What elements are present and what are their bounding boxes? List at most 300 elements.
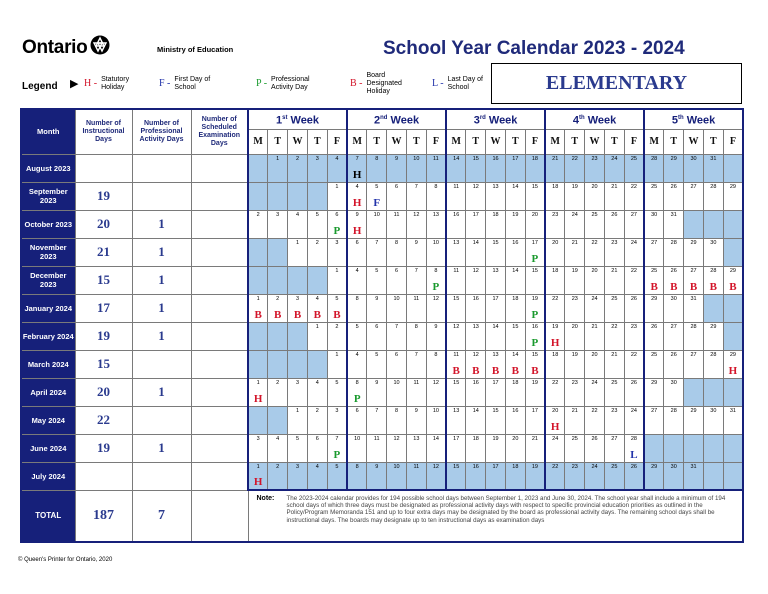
day-number: 30: [670, 463, 677, 470]
day-cell: [604, 210, 624, 238]
month-row: [21, 154, 743, 182]
week-header-3: 3rd Week: [446, 109, 545, 129]
day-cell: [545, 154, 565, 182]
day-number: 4: [355, 183, 359, 190]
day-number: 6: [355, 239, 359, 246]
exam-days: [191, 462, 248, 490]
day-number: 17: [531, 239, 538, 246]
day-cell: [624, 378, 644, 406]
day-number: 3: [295, 295, 300, 302]
day-cell: [604, 434, 624, 462]
day-number: 16: [512, 407, 519, 414]
weekday-header: T: [466, 129, 486, 154]
day-code: B: [293, 308, 302, 321]
day-number: 3: [335, 407, 339, 414]
day-number: 18: [512, 463, 519, 470]
day-number: 27: [651, 407, 658, 414]
day-cell: [604, 266, 624, 294]
day-cell: [545, 182, 565, 210]
day-number: 10: [432, 239, 439, 246]
day-number: 31: [670, 211, 677, 218]
instructional-days: [75, 462, 132, 490]
weekday-header: W: [486, 129, 506, 154]
day-number: 13: [453, 239, 460, 246]
day-number: 8: [414, 323, 418, 330]
day-cell: [684, 322, 704, 350]
day-cell: [387, 294, 407, 322]
day-cell: [466, 266, 486, 294]
day-number: [249, 267, 267, 268]
day-cell: [327, 350, 347, 378]
day-cell: [446, 154, 466, 182]
day-number: 5: [295, 435, 300, 442]
day-number: 17: [492, 463, 499, 470]
weekday-header: W: [585, 129, 605, 154]
legend-item-last-day: [432, 76, 486, 92]
day-number: 15: [453, 379, 460, 386]
day-number: 12: [472, 267, 479, 274]
day-number: [724, 295, 742, 296]
day-cell: [406, 210, 426, 238]
day-cell: [703, 350, 723, 378]
day-number: 31: [690, 295, 697, 302]
day-cell: [248, 182, 268, 210]
day-cell: [505, 378, 525, 406]
day-number: 19: [552, 323, 559, 330]
day-number: 20: [531, 211, 538, 218]
day-code: L: [630, 448, 638, 461]
day-number: [704, 379, 723, 380]
day-number: [724, 239, 742, 240]
day-cell: [347, 210, 367, 238]
day-number: 16: [512, 239, 519, 246]
legend-item-board-holiday: [350, 72, 409, 96]
day-cell: [387, 154, 407, 182]
day-number: 18: [492, 211, 499, 218]
day-code: B: [670, 280, 678, 293]
day-number: 12: [432, 379, 439, 386]
day-number: [268, 183, 287, 184]
day-cell: [664, 266, 684, 294]
day-number: 3: [256, 435, 260, 442]
day-cell: [327, 322, 347, 350]
day-cell: [466, 182, 486, 210]
day-cell: [486, 462, 506, 490]
day-number: 14: [512, 183, 519, 190]
day-cell: [288, 294, 308, 322]
day-cell: [486, 406, 506, 434]
instructional-days: 19: [75, 434, 132, 462]
day-number: 25: [651, 267, 658, 274]
day-cell: [684, 238, 704, 266]
day-cell: [248, 350, 268, 378]
day-number: 10: [373, 211, 380, 218]
day-cell: [565, 350, 585, 378]
day-number: 2: [315, 407, 319, 414]
day-cell: [288, 406, 308, 434]
day-cell: [703, 294, 723, 322]
day-number: [724, 155, 742, 156]
pa-days: [132, 406, 191, 434]
day-number: 7: [414, 351, 418, 358]
day-code: B: [313, 308, 321, 321]
day-cell: [565, 378, 585, 406]
day-cell: [486, 378, 506, 406]
day-cell: [585, 406, 605, 434]
day-cell: [248, 294, 268, 322]
day-number: 21: [611, 183, 618, 190]
day-cell: [347, 266, 367, 294]
day-cell: [664, 154, 684, 182]
day-number: 11: [453, 351, 460, 358]
day-code: B: [472, 364, 480, 377]
day-cell: [585, 238, 605, 266]
day-cell: [505, 238, 525, 266]
day-cell: [644, 406, 664, 434]
day-cell: [723, 322, 743, 350]
day-number: 8: [434, 183, 438, 190]
day-number: 30: [670, 379, 677, 386]
day-cell: [387, 182, 407, 210]
day-cell: [644, 434, 664, 462]
day-cell: [347, 378, 367, 406]
day-number: 2: [276, 463, 280, 470]
day-number: 2: [295, 155, 300, 162]
note-label: Note:: [256, 495, 275, 502]
day-number: 24: [591, 295, 598, 302]
day-cell: [466, 378, 486, 406]
day-cell: [347, 322, 367, 350]
day-code: B: [333, 308, 341, 321]
day-number: 3: [276, 211, 280, 218]
month-row: [21, 462, 743, 490]
day-cell: [248, 154, 268, 182]
day-number: 15: [512, 323, 519, 330]
day-number: 24: [591, 379, 598, 386]
day-cell: [307, 266, 327, 294]
day-cell: [327, 406, 347, 434]
month-label: September 2023: [21, 182, 75, 210]
day-code: P: [333, 224, 341, 237]
day-number: [724, 435, 742, 436]
pa-days: 1: [132, 434, 191, 462]
day-cell: [723, 154, 743, 182]
day-cell: [644, 462, 664, 490]
day-number: 25: [651, 351, 658, 358]
day-cell: [505, 266, 525, 294]
pa-days: 1: [132, 238, 191, 266]
day-cell: [664, 406, 684, 434]
day-cell: [248, 238, 268, 266]
day-cell: [248, 406, 268, 434]
day-cell: [525, 266, 545, 294]
day-cell: [525, 154, 545, 182]
day-number: 29: [710, 323, 717, 330]
day-number: 8: [434, 351, 438, 358]
day-cell: [604, 238, 624, 266]
copyright: © Queen's Printer for Ontario, 2020: [18, 557, 113, 563]
day-cell: [268, 406, 288, 434]
total-pa-days: 7: [132, 490, 191, 542]
day-cell: [446, 378, 466, 406]
day-number: 7: [355, 155, 359, 162]
day-code: H: [352, 224, 362, 237]
weekday-header: T: [268, 129, 288, 154]
day-cell: [446, 266, 466, 294]
day-number: 18: [552, 351, 559, 358]
day-number: 1: [335, 267, 339, 274]
day-cell: [288, 182, 308, 210]
day-cell: [466, 350, 486, 378]
day-number: 21: [611, 351, 618, 358]
day-number: [704, 435, 723, 436]
day-cell: [387, 378, 407, 406]
day-number: 13: [432, 211, 439, 218]
day-cell: [367, 434, 387, 462]
day-number: 7: [375, 407, 379, 414]
day-cell: [545, 462, 565, 490]
day-number: [704, 211, 723, 212]
day-number: 20: [552, 239, 559, 246]
legend-label: Last Day of School: [447, 76, 483, 91]
day-number: 23: [630, 323, 637, 330]
month-label: June 2024: [21, 434, 75, 462]
day-number: 29: [729, 267, 736, 274]
day-cell: [703, 266, 723, 294]
day-number: [268, 267, 287, 268]
day-cell: [446, 462, 466, 490]
day-number: 29: [670, 155, 677, 162]
day-number: 27: [690, 183, 697, 190]
day-number: 7: [335, 435, 339, 442]
day-cell: [288, 378, 308, 406]
day-cell: [426, 154, 446, 182]
month-row: [21, 182, 743, 210]
day-cell: [525, 322, 545, 350]
exam-days: [191, 322, 248, 350]
day-cell: [446, 350, 466, 378]
day-cell: [327, 462, 347, 490]
day-cell: [703, 462, 723, 490]
weekday-header: M: [248, 129, 268, 154]
day-number: 25: [571, 435, 578, 442]
ministry-name: Ministry of Education: [157, 45, 234, 54]
instructional-days: 17: [75, 294, 132, 322]
day-cell: [624, 182, 644, 210]
day-cell: [307, 322, 327, 350]
legend-code: P -: [256, 78, 268, 89]
day-cell: [585, 378, 605, 406]
day-number: 9: [375, 379, 379, 386]
day-number: 15: [472, 155, 479, 162]
calendar-table: [20, 108, 744, 543]
day-number: 29: [729, 351, 736, 358]
day-number: 7: [395, 323, 399, 330]
column-header-exam: Number of Scheduled Examination Days: [191, 109, 248, 154]
day-cell: [426, 462, 446, 490]
day-number: 28: [670, 239, 677, 246]
day-cell: [426, 350, 446, 378]
legend-label: Board Designated Holiday: [366, 72, 402, 95]
day-number: 21: [531, 435, 538, 442]
day-number: 28: [630, 435, 637, 442]
day-cell: [684, 154, 704, 182]
day-cell: [466, 322, 486, 350]
day-number: 10: [393, 295, 400, 302]
day-cell: [466, 238, 486, 266]
legend-label: First Day of School: [174, 76, 211, 91]
day-cell: [585, 350, 605, 378]
day-number: 22: [571, 155, 578, 162]
week-header-1: 1st Week: [248, 109, 347, 129]
day-number: 26: [670, 351, 677, 358]
day-code: P: [531, 336, 539, 349]
month-row: [21, 266, 743, 294]
weekday-header: T: [307, 129, 327, 154]
day-number: 4: [355, 351, 359, 358]
day-code: P: [333, 448, 341, 461]
day-number: 3: [295, 463, 300, 470]
day-cell: [624, 434, 644, 462]
day-code: H: [550, 336, 560, 349]
day-cell: [486, 266, 506, 294]
day-number: 31: [710, 155, 717, 162]
day-cell: [545, 350, 565, 378]
day-cell: [565, 210, 585, 238]
day-number: 26: [670, 183, 677, 190]
day-number: 13: [413, 435, 420, 442]
day-number: 14: [492, 323, 499, 330]
day-number: 11: [373, 435, 380, 442]
day-cell: [664, 294, 684, 322]
day-number: 14: [432, 435, 439, 442]
day-number: 23: [611, 407, 618, 414]
day-number: 12: [432, 295, 439, 302]
day-number: 8: [434, 267, 438, 274]
day-cell: [248, 210, 268, 238]
day-cell: [486, 238, 506, 266]
day-cell: [703, 154, 723, 182]
pa-days: [132, 462, 191, 490]
day-number: 25: [591, 211, 598, 218]
note-text: The 2023-2024 calendar provides for 194 possible school days between September 1, 2023 and June 30, 2024. The school year shall include a minimum of 194 school days of which three days must be designated as professional activity days with respect to specific provincial education priorities as outlined in the Policy/Program Memoranda 151 and up to four extra days may be designated by the board as professional activity days. The remaining school days shall be instructional days. The boards may designate up to ten instructional days as examination days: [286, 495, 726, 524]
month-label: October 2023: [21, 210, 75, 238]
day-number: [249, 239, 267, 240]
day-number: [249, 323, 267, 324]
day-number: 5: [335, 295, 339, 302]
day-number: 25: [651, 183, 658, 190]
day-code: P: [432, 280, 440, 293]
day-code: H: [550, 420, 560, 433]
day-number: 18: [512, 295, 519, 302]
day-number: 28: [651, 155, 658, 162]
day-number: 18: [531, 155, 538, 162]
day-number: 28: [670, 407, 677, 414]
day-cell: [624, 210, 644, 238]
day-number: 1: [256, 463, 260, 470]
day-cell: [367, 154, 387, 182]
day-cell: [525, 406, 545, 434]
day-code: B: [511, 364, 520, 377]
day-cell: [268, 322, 288, 350]
total-exam: [191, 490, 248, 542]
ontario-logo: [22, 35, 110, 60]
day-cell: [367, 462, 387, 490]
weekday-header: T: [604, 129, 624, 154]
week-header-2: 2nd Week: [347, 109, 446, 129]
day-number: 12: [453, 323, 460, 330]
day-cell: [604, 406, 624, 434]
day-number: 28: [710, 267, 717, 274]
day-cell: [367, 238, 387, 266]
day-number: 7: [414, 183, 418, 190]
day-cell: [505, 154, 525, 182]
pa-days: [132, 154, 191, 182]
day-number: 16: [453, 211, 460, 218]
day-cell: [466, 154, 486, 182]
day-number: 21: [571, 407, 578, 414]
day-cell: [446, 406, 466, 434]
day-number: 20: [552, 407, 559, 414]
day-cell: [268, 238, 288, 266]
day-number: 13: [492, 267, 499, 274]
day-number: 16: [492, 155, 499, 162]
day-number: 24: [591, 463, 598, 470]
weekday-header: T: [703, 129, 723, 154]
day-number: 30: [670, 295, 677, 302]
day-cell: [406, 406, 426, 434]
day-cell: [248, 378, 268, 406]
day-cell: [505, 294, 525, 322]
day-number: 19: [571, 351, 578, 358]
month-label: January 2024: [21, 294, 75, 322]
day-cell: [525, 462, 545, 490]
day-number: 4: [295, 211, 300, 218]
day-cell: [585, 322, 605, 350]
day-cell: [486, 350, 506, 378]
day-number: 11: [433, 155, 439, 162]
weekday-header: F: [624, 129, 644, 154]
day-number: 10: [393, 463, 400, 470]
day-number: 8: [355, 295, 359, 302]
day-cell: [367, 406, 387, 434]
day-code: H: [253, 476, 263, 488]
instructional-days: 15: [75, 350, 132, 378]
day-number: 28: [710, 183, 717, 190]
day-number: 24: [630, 407, 637, 414]
day-cell: [387, 350, 407, 378]
day-number: 7: [375, 239, 379, 246]
month-label: July 2024: [21, 462, 75, 490]
day-number: 31: [690, 463, 697, 470]
day-cell: [327, 210, 347, 238]
legend-label: Professional Activity Day: [271, 76, 310, 91]
day-cell: [723, 182, 743, 210]
day-number: 24: [552, 435, 559, 442]
day-number: 22: [611, 323, 618, 330]
day-cell: [268, 434, 288, 462]
day-cell: [525, 238, 545, 266]
day-number: 4: [355, 267, 359, 274]
day-number: 9: [414, 407, 418, 414]
day-cell: [604, 378, 624, 406]
day-number: 5: [335, 463, 339, 470]
day-number: 9: [395, 155, 399, 162]
day-cell: [545, 378, 565, 406]
day-cell: [684, 266, 704, 294]
exam-days: [191, 294, 248, 322]
day-number: 2: [256, 211, 260, 218]
